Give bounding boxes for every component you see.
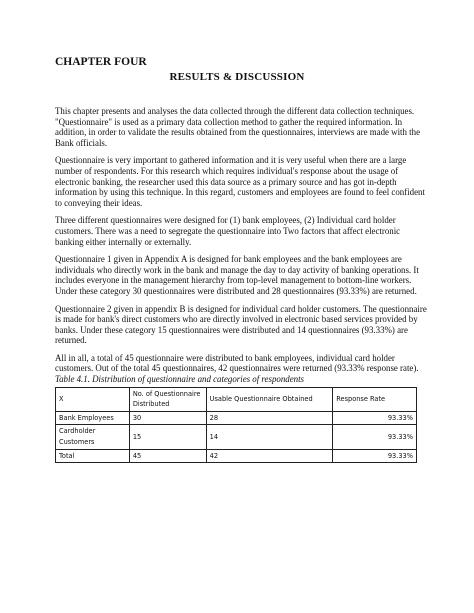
table-cell: 45 <box>129 449 206 463</box>
table-cell: 93.33% <box>333 449 417 463</box>
table-header-cell: X <box>56 387 130 411</box>
section-title: RESULTS & DISCUSSION <box>169 71 305 83</box>
table-cell: Total <box>56 449 130 463</box>
table-row <box>56 449 417 463</box>
table-cell: 15 <box>129 425 206 449</box>
table-cell: 93.33% <box>333 425 417 449</box>
table-caption: Table 4.1. Distribution of questionnaire and categories of respondents <box>55 374 304 385</box>
table-cell: 14 <box>206 425 333 449</box>
paragraph-questionnaire-design: Three different questionnaires were designed for (1) bank employees, (2) Individual card holder customers. There was a need to segregate the questionnaire into Two factors that affect electronic banking either internally or externally. <box>55 215 401 247</box>
table-cell: Cardholder Customers <box>56 425 130 449</box>
table-cell: 42 <box>206 449 333 463</box>
chapter-heading: CHAPTER FOUR <box>55 56 147 68</box>
table-header-cell: Response Rate <box>333 387 417 411</box>
table-row <box>56 425 417 449</box>
table-cell: 93.33% <box>333 411 417 425</box>
table-header-cell: No. of Questionnaire Distributed <box>129 387 206 411</box>
distribution-table <box>55 387 417 464</box>
table-header-row <box>56 387 417 411</box>
paragraph-summary: All in all, a total of 45 questionnaire were distributed to bank employees, individual card holder customers. Out of the total 45 questionnaires, 42 questionnaires were returned (93.33% response rate). <box>55 352 419 374</box>
table-cell: Bank Employees <box>56 411 130 425</box>
table-cell: 28 <box>206 411 333 425</box>
paragraph-intro: This chapter presents and analyses the data collected through the different data collection techniques. "Questionnaire" is used as a primary data collection method to gather the required information. In addition, in order to validate the results obtained from the questionnaires, interviews are made with the Bank officials. <box>55 106 421 148</box>
body-text <box>55 106 427 463</box>
paragraph-questionnaire-2: Questionnaire 2 given in appendix B is designed for individual card holder customers. The questionnaire is made for bank's direct customers who are directly involved in electronic based services provided by banks. Under these category 15 questionnaires were distributed and 14 questionnaires (93.33%) are returned. <box>55 303 427 346</box>
paragraph-questionnaire-importance: Questionnaire is very important to gathered information and it is very useful when there are a large number of respondents. For this research which requires individual's response about the usage of electronic banking, the researcher used this data source as a primary source and has got in-depth information by using this technique. In this regard, customers and employees are found to feel confident to conveying their ideas. <box>55 155 425 208</box>
table-cell: 30 <box>129 411 206 425</box>
table-row <box>56 411 417 425</box>
table-header-cell: Usable Questionnaire Obtained <box>206 387 333 411</box>
paragraph-questionnaire-1: Questionnaire 1 given in Appendix A is designed for bank employees and the bank employees are individuals who directly work in the bank and manage the day to day activity of banking operations. It includes everyone in the management hierarchy from top-level management to bottom-line workers. Under these category 30 questionnaires were distributed and 28 questionnaires (93.33%) are returned. <box>55 254 419 296</box>
